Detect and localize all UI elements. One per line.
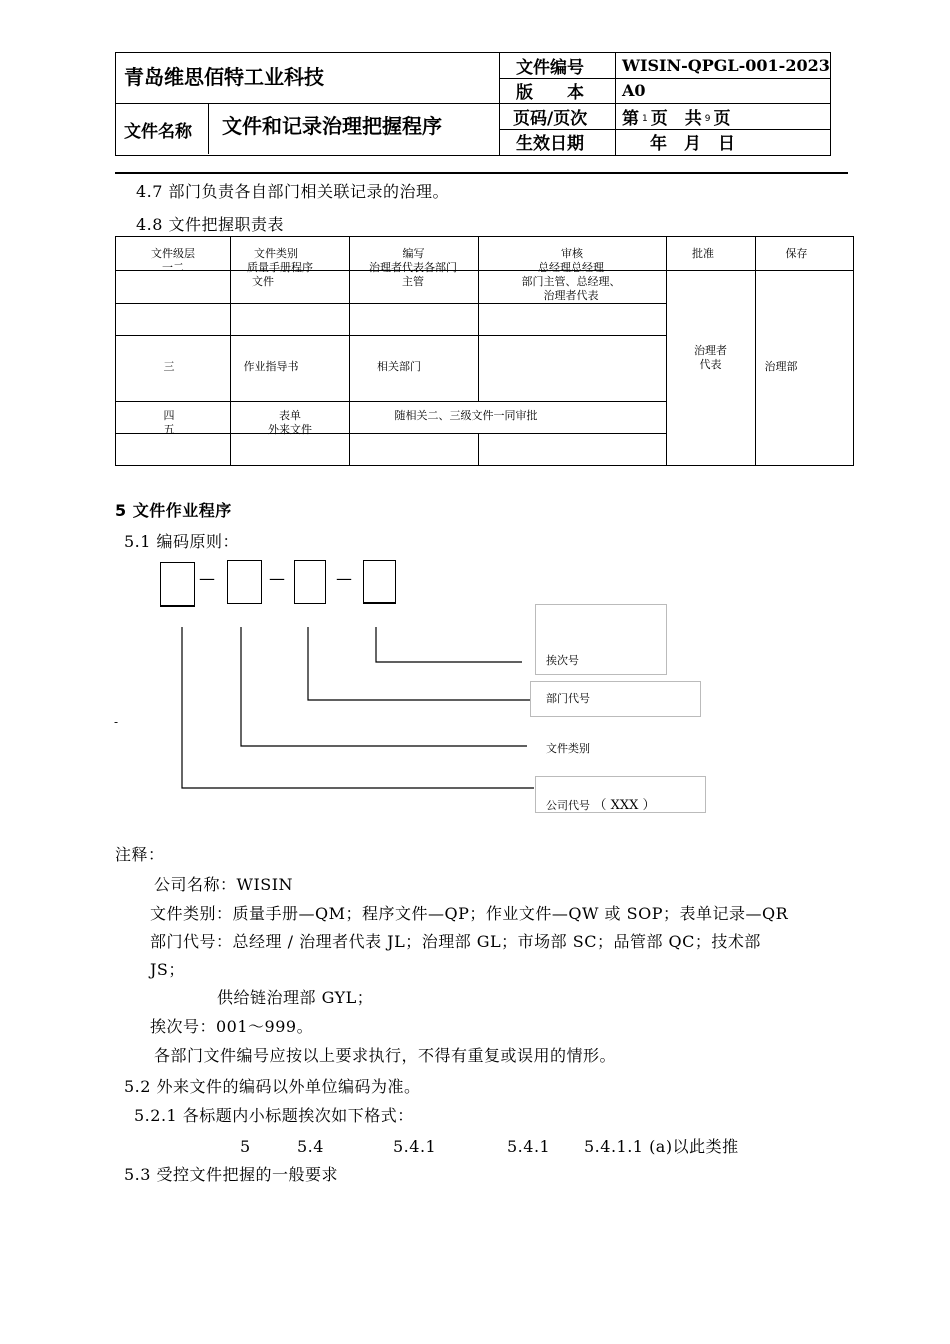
- version-label: 版 本: [516, 83, 584, 103]
- th-writer: 编写: [402, 247, 425, 260]
- row1-writer-a: 治理者代表各部门: [369, 261, 457, 274]
- th-keep: 保存: [785, 247, 808, 260]
- row1-review-c: 治理者代表: [543, 289, 599, 302]
- label-type: 文件类别: [546, 742, 590, 755]
- row1-level: 一二: [162, 261, 184, 274]
- row1-review-a: 总经理总经理: [538, 261, 604, 274]
- notes-dept-code: 部门代号：总经理 / 治理者代表 JL；治理部 GL；市场部 SC；品管部 QC；技术部: [150, 932, 761, 951]
- code-dash-1: —: [199, 569, 215, 588]
- effective-value: 年 月 日: [650, 134, 735, 154]
- row1-writer-b: 主管: [402, 275, 424, 288]
- row4-level-a: 四: [163, 409, 175, 422]
- notes-rule: 各部门文件编号应按以上要求执行，不得有重复或误用的情形。: [154, 1046, 617, 1065]
- row3-writer: 相关部门: [377, 360, 421, 373]
- company-name: 青岛维思佰特工业科技: [124, 64, 324, 89]
- label-serial: 挨次号: [546, 654, 579, 667]
- page-suffix: 页: [713, 108, 731, 129]
- keep-value: 治理部: [764, 360, 798, 373]
- doc-name-value: 文件和记录治理把握程序: [222, 113, 442, 138]
- page-prefix: 第: [622, 108, 639, 129]
- approve-a: 治理者: [694, 344, 727, 357]
- th-approve: 批准: [692, 247, 714, 260]
- th-level: 文件级层: [151, 247, 195, 260]
- page-mid: 页 共: [650, 108, 702, 129]
- row1-category-a: 质量手册程序: [247, 261, 313, 274]
- version-value: A0: [622, 81, 646, 100]
- label-company-code: （ XXX ）: [593, 798, 656, 813]
- section-5-2-1: 5.2.1 各标题内小标题挨次如下格式：: [134, 1106, 414, 1125]
- row4-category-a: 表单: [279, 409, 301, 422]
- section-5-3: 5.3 受控文件把握的一般要求: [124, 1165, 339, 1184]
- stray-dot: -: [114, 715, 119, 729]
- row4-level-b: 五: [163, 423, 175, 436]
- doc-no-value: WISIN-QPGL-001-2023: [622, 55, 830, 75]
- th-category: 文件类别: [254, 247, 298, 260]
- row1-category-b: 文件: [252, 275, 274, 288]
- row4-category-b: 外来文件: [268, 423, 312, 436]
- format-item: 5.4.1: [393, 1137, 437, 1156]
- format-item: 5.4.1.1 (a)以此类推: [584, 1137, 739, 1156]
- doc-no-label: 文件编号: [516, 57, 584, 78]
- page-current: 1: [642, 114, 648, 124]
- notes-dept-code-cont: JS；: [150, 960, 185, 979]
- format-item: 5: [240, 1137, 251, 1156]
- row3-level: 三: [163, 360, 175, 373]
- label-company: [546, 794, 656, 813]
- code-dash-2: —: [269, 569, 285, 588]
- row1-review-b: 部门主管、总经理、: [521, 275, 621, 288]
- notes-doc-type: 文件类别：质量手册—QM；程序文件—QP；作业文件—QW 或 SOP；表单记录—QR: [150, 904, 789, 923]
- section-4-7: 4.7 部门负责各自部门相关联记录的治理。: [136, 182, 450, 201]
- th-review: 审核: [561, 247, 583, 260]
- section-5-1: 5.1 编码原则：: [124, 532, 240, 551]
- label-company-text: 公司代号: [546, 799, 590, 812]
- section-4-8: 4.8 文件把握职责表: [136, 215, 285, 234]
- label-dept: 部门代号: [546, 692, 590, 705]
- page-total: 9: [704, 114, 711, 124]
- format-item: 5.4: [297, 1137, 324, 1156]
- section-5-2: 5.2 外来文件的编码以外单位编码为准。: [124, 1077, 421, 1096]
- approve-b: 代表: [699, 358, 722, 371]
- notes-company: 公司名称：WISIN: [154, 875, 294, 894]
- notes-supply: 供给链治理部 GYL；: [217, 988, 374, 1007]
- row4-note: 随相关二、三级文件一同审批: [394, 409, 538, 422]
- notes-serial: 挨次号：001～999。: [150, 1017, 314, 1036]
- code-dash-3: —: [336, 569, 352, 588]
- format-item: 5.4.1: [507, 1137, 551, 1156]
- effective-label: 生效日期: [516, 134, 584, 154]
- doc-name-label: 文件名称: [124, 121, 192, 142]
- notes-title: 注释：: [115, 845, 165, 864]
- row3-category: 作业指导书: [243, 360, 299, 373]
- page-label: 页码/页次: [513, 108, 588, 129]
- section-5-title: 5 文件作业程序: [115, 501, 232, 520]
